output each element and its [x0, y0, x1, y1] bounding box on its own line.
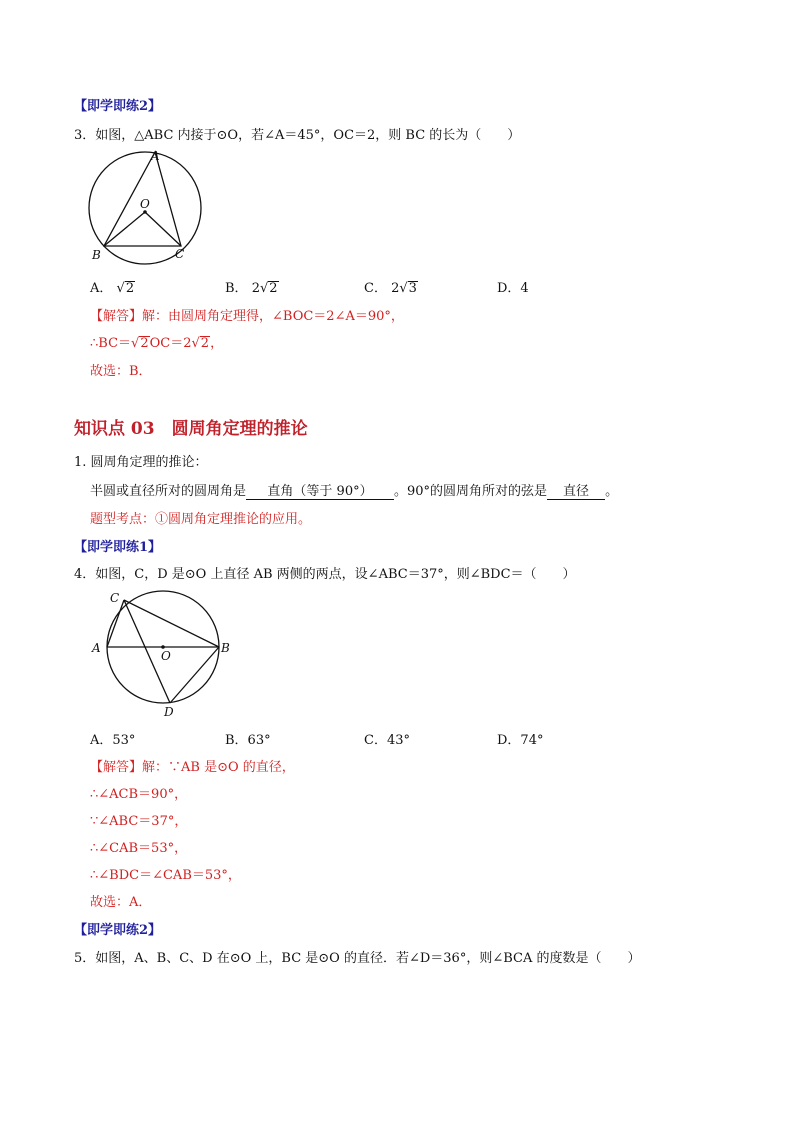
- question-number: 3．: [74, 128, 96, 143]
- figure-q3: [85, 145, 215, 265]
- segment-ob: [104, 212, 145, 246]
- solution-q4-line5: ∴∠BDC＝∠CAB＝53°，: [90, 868, 241, 883]
- solution-q3-line2: ∴BC＝√2OC＝2√2，: [90, 336, 224, 351]
- figure-q4: [85, 585, 235, 720]
- label-o: O: [161, 649, 171, 663]
- option-a: A． √2: [90, 281, 135, 296]
- option-d: D．74°: [497, 733, 544, 748]
- solution-q4-line1: 【解答】解：∵AB 是⊙O 的直径，: [90, 760, 295, 775]
- theorem-title: 1. 圆周角定理的推论：: [74, 455, 208, 470]
- option-d: D．4: [497, 281, 529, 296]
- solution-q3-answer: 故选：B．: [90, 364, 152, 379]
- practice-label-1: 【即学即练1】: [74, 540, 162, 555]
- radicand: 3: [408, 281, 417, 296]
- solution-q3-line1: 【解答】解：由圆周角定理得，∠BOC＝2∠A＝90°，: [90, 309, 404, 324]
- practice-label-2: 【即学即练2】: [74, 99, 162, 114]
- label-d: D: [164, 705, 174, 719]
- theorem-statement: 半圆或直径所对的圆周角是 直角（等于 90°） 。90°的圆周角所对的弦是 直径 。: [90, 480, 618, 500]
- question-3-stem: [74, 124, 520, 143]
- solution-q4-line2: ∴∠ACB＝90°，: [90, 787, 188, 802]
- practice-label-2b: 【即学即练2】: [74, 923, 162, 938]
- label-b: B: [92, 248, 101, 262]
- option-b: B． 2√2: [225, 281, 278, 296]
- solution-q4-line3: ∵∠ABC＝37°，: [90, 814, 188, 829]
- solution-tag: 【解答】: [90, 309, 143, 324]
- solution-q4-line4: ∴∠CAB＝53°，: [90, 841, 188, 856]
- question-4-stem: 4．如图，C，D 是⊙O 上直径 AB 两侧的两点，设∠ABC＝37°，则∠BDC＝（ ）: [74, 567, 576, 582]
- label-c: C: [110, 591, 120, 605]
- question-5-stem: 5．如图，A、B、C、D 在⊙O 上，BC 是⊙O 的直径．若∠D＝36°，则∠BCA 的度数是（ ）: [74, 951, 641, 966]
- option-c: C．43°: [364, 733, 410, 748]
- radicand: 2: [125, 281, 135, 296]
- blank-answer-1: 直角（等于 90°）: [246, 480, 394, 500]
- option-b: B．63°: [225, 733, 271, 748]
- label-a: A: [151, 149, 160, 163]
- label-b: B: [221, 641, 230, 655]
- solution-tag: 【解答】: [90, 760, 143, 775]
- solution-q4-answer: 故选：A．: [90, 895, 152, 910]
- radicand: 2: [269, 281, 278, 296]
- label-o: O: [140, 197, 150, 211]
- label-a: A: [92, 641, 101, 655]
- segment-cb: [124, 600, 219, 647]
- option-c: C． 2√3: [364, 281, 417, 296]
- segment-oc: [145, 212, 181, 246]
- option-a: A．53°: [90, 733, 136, 748]
- blank-answer-2: 直径: [547, 480, 605, 500]
- segment-ac: [107, 600, 124, 647]
- question-text: 如图，△ABC 内接于⊙O，若∠A＝45°，OC＝2，则 BC 的长为（ ）: [95, 128, 521, 143]
- theorem-note: 题型考点：①圆周角定理推论的应用。: [90, 512, 312, 527]
- section-title: 知识点 03 圆周角定理的推论: [74, 419, 308, 439]
- label-c: C: [175, 247, 185, 261]
